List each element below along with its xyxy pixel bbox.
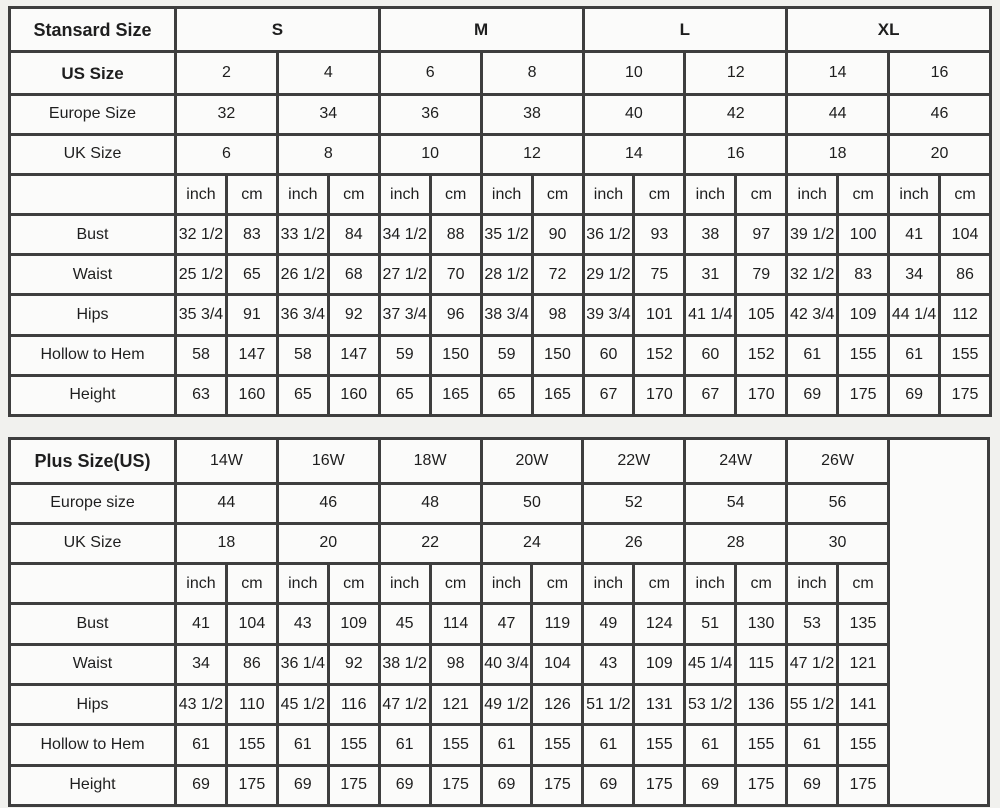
measure-value: 165	[532, 375, 583, 415]
measure-row-label: Waist	[10, 255, 176, 295]
measure-value: 58	[176, 335, 227, 375]
unit-header-inch: inch	[277, 564, 328, 604]
unit-header-cm: cm	[838, 174, 889, 214]
size-value: 48	[379, 483, 481, 523]
measure-value: 69	[481, 765, 532, 805]
measure-value: 38	[685, 215, 736, 255]
size-group-header: XL	[787, 8, 991, 52]
size-group-header: 18W	[379, 439, 481, 484]
unit-header-inch: inch	[583, 564, 634, 604]
measure-value: 43	[583, 644, 634, 684]
measure-value: 114	[430, 604, 481, 644]
unit-header-inch: inch	[889, 174, 940, 214]
measure-value: 147	[226, 335, 277, 375]
measure-value: 104	[940, 215, 991, 255]
measure-value: 110	[226, 685, 277, 725]
measure-value: 93	[634, 215, 685, 255]
measure-value: 68	[328, 255, 379, 295]
size-value: 20	[889, 134, 991, 174]
size-value: 54	[685, 483, 787, 523]
measure-value: 53 1/2	[685, 685, 736, 725]
measure-value: 96	[430, 295, 481, 335]
unit-header-inch: inch	[176, 564, 227, 604]
measure-value: 53	[787, 604, 838, 644]
unit-header-inch: inch	[787, 564, 838, 604]
unit-header-inch: inch	[379, 174, 430, 214]
measure-value: 88	[430, 215, 481, 255]
size-value: 46	[277, 483, 379, 523]
measure-value: 39 3/4	[583, 295, 634, 335]
size-value: 6	[379, 52, 481, 94]
measure-value: 34	[176, 644, 227, 684]
measure-value: 100	[838, 215, 889, 255]
size-value: 20	[277, 523, 379, 563]
measure-value: 38 3/4	[481, 295, 532, 335]
measure-value: 35 1/2	[481, 215, 532, 255]
measure-value: 65	[226, 255, 277, 295]
measure-value: 65	[277, 375, 328, 415]
measure-value: 84	[328, 215, 379, 255]
measure-value: 152	[736, 335, 787, 375]
size-value: 8	[481, 52, 583, 94]
unit-header-inch: inch	[685, 174, 736, 214]
measure-row-label: Hips	[10, 685, 176, 725]
unit-header-inch: inch	[787, 174, 838, 214]
measure-value: 135	[837, 604, 888, 644]
measure-value: 59	[379, 335, 430, 375]
measure-row-label: Hollow to Hem	[10, 725, 176, 765]
measure-value: 91	[226, 295, 277, 335]
size-value: 14	[583, 134, 685, 174]
measure-value: 45 1/4	[685, 644, 736, 684]
measure-value: 44 1/4	[889, 295, 940, 335]
size-value: 32	[176, 94, 278, 134]
measure-value: 130	[736, 604, 787, 644]
measure-value: 175	[328, 765, 379, 805]
measure-value: 40 3/4	[481, 644, 532, 684]
measure-value: 41 1/4	[685, 295, 736, 335]
measure-value: 31	[685, 255, 736, 295]
size-value: 12	[685, 52, 787, 94]
measure-value: 61	[176, 725, 227, 765]
measure-value: 51 1/2	[583, 685, 634, 725]
measure-value: 69	[277, 765, 328, 805]
measure-value: 104	[532, 644, 583, 684]
unit-header-inch: inch	[277, 174, 328, 214]
measure-value: 97	[736, 215, 787, 255]
measure-value: 101	[634, 295, 685, 335]
measure-value: 105	[736, 295, 787, 335]
measure-value: 175	[940, 375, 991, 415]
measure-value: 104	[226, 604, 277, 644]
size-value: 52	[583, 483, 685, 523]
measure-value: 61	[685, 725, 736, 765]
size-value: 24	[481, 523, 583, 563]
measure-value: 155	[430, 725, 481, 765]
standard-size-table	[8, 6, 992, 417]
measure-value: 92	[328, 295, 379, 335]
size-value: 10	[379, 134, 481, 174]
measure-value: 136	[736, 685, 787, 725]
size-value: 6	[176, 134, 278, 174]
unit-header-inch: inch	[481, 174, 532, 214]
measure-value: 75	[634, 255, 685, 295]
size-value: 26	[583, 523, 685, 563]
unit-header-cm: cm	[430, 564, 481, 604]
measure-value: 36 1/4	[277, 644, 328, 684]
measure-value: 61	[583, 725, 634, 765]
measure-value: 61	[787, 335, 838, 375]
size-value: 12	[481, 134, 583, 174]
size-group-header: 20W	[481, 439, 583, 484]
measure-value: 79	[736, 255, 787, 295]
measure-value: 59	[481, 335, 532, 375]
unit-header-cm: cm	[736, 174, 787, 214]
measure-value: 34	[889, 255, 940, 295]
unit-header-inch: inch	[176, 174, 227, 214]
measure-value: 155	[328, 725, 379, 765]
measure-value: 65	[379, 375, 430, 415]
unit-header-cm: cm	[226, 174, 277, 214]
measure-row-label: Bust	[10, 215, 176, 255]
measure-value: 109	[634, 644, 685, 684]
size-value: 38	[481, 94, 583, 134]
measure-row-label: Bust	[10, 604, 176, 644]
measure-value: 61	[481, 725, 532, 765]
measure-value: 92	[328, 644, 379, 684]
unit-row-blank-label	[10, 564, 176, 604]
size-value: 50	[481, 483, 583, 523]
measure-value: 90	[532, 215, 583, 255]
table-corner-label: Stansard Size	[10, 8, 176, 52]
size-value: 44	[176, 483, 278, 523]
unit-header-cm: cm	[226, 564, 277, 604]
blank-cell	[889, 439, 989, 806]
unit-header-cm: cm	[634, 174, 685, 214]
measure-value: 25 1/2	[176, 255, 227, 295]
unit-header-cm: cm	[328, 174, 379, 214]
measure-value: 155	[226, 725, 277, 765]
measure-value: 141	[837, 685, 888, 725]
plus-size-table	[8, 437, 990, 807]
measure-value: 69	[787, 765, 838, 805]
measure-value: 72	[532, 255, 583, 295]
size-value: 42	[685, 94, 787, 134]
measure-value: 67	[685, 375, 736, 415]
size-value: 30	[787, 523, 889, 563]
measure-value: 61	[277, 725, 328, 765]
measure-value: 26 1/2	[277, 255, 328, 295]
measure-value: 160	[226, 375, 277, 415]
unit-row-blank-label	[10, 174, 176, 214]
size-value: 4	[277, 52, 379, 94]
measure-value: 41	[889, 215, 940, 255]
measure-value: 36 1/2	[583, 215, 634, 255]
measure-value: 150	[532, 335, 583, 375]
measure-value: 109	[328, 604, 379, 644]
size-value: 14	[787, 52, 889, 94]
measure-value: 61	[379, 725, 430, 765]
measure-value: 47	[481, 604, 532, 644]
measure-value: 175	[736, 765, 787, 805]
size-value: 8	[277, 134, 379, 174]
size-value: 44	[787, 94, 889, 134]
size-group-header: 14W	[176, 439, 278, 484]
measure-value: 175	[837, 765, 888, 805]
measure-value: 28 1/2	[481, 255, 532, 295]
measure-value: 34 1/2	[379, 215, 430, 255]
size-group-header: S	[176, 8, 380, 52]
measure-value: 155	[837, 725, 888, 765]
unit-header-cm: cm	[328, 564, 379, 604]
size-group-header: 22W	[583, 439, 685, 484]
size-row-label: Europe size	[10, 483, 176, 523]
measure-value: 45	[379, 604, 430, 644]
measure-value: 45 1/2	[277, 685, 328, 725]
size-row-label: US Size	[10, 52, 176, 94]
measure-value: 175	[226, 765, 277, 805]
size-value: 36	[379, 94, 481, 134]
measure-value: 38 1/2	[379, 644, 430, 684]
unit-header-inch: inch	[481, 564, 532, 604]
measure-value: 55 1/2	[787, 685, 838, 725]
measure-value: 112	[940, 295, 991, 335]
measure-value: 69	[685, 765, 736, 805]
measure-value: 155	[940, 335, 991, 375]
measure-value: 32 1/2	[787, 255, 838, 295]
size-value: 56	[787, 483, 889, 523]
size-value: 18	[787, 134, 889, 174]
size-value: 40	[583, 94, 685, 134]
measure-value: 67	[583, 375, 634, 415]
unit-header-cm: cm	[837, 564, 888, 604]
size-group-header: 26W	[787, 439, 889, 484]
measure-value: 61	[889, 335, 940, 375]
measure-value: 126	[532, 685, 583, 725]
measure-value: 116	[328, 685, 379, 725]
measure-value: 152	[634, 335, 685, 375]
measure-value: 37 3/4	[379, 295, 430, 335]
size-row-label: Europe Size	[10, 94, 176, 134]
measure-value: 61	[787, 725, 838, 765]
measure-value: 155	[838, 335, 889, 375]
unit-header-cm: cm	[634, 564, 685, 604]
unit-header-cm: cm	[430, 174, 481, 214]
size-group-header: 16W	[277, 439, 379, 484]
measure-value: 131	[634, 685, 685, 725]
unit-header-inch: inch	[583, 174, 634, 214]
measure-row-label: Height	[10, 765, 176, 805]
measure-value: 150	[430, 335, 481, 375]
measure-value: 49	[583, 604, 634, 644]
measure-value: 86	[226, 644, 277, 684]
measure-value: 35 3/4	[176, 295, 227, 335]
measure-value: 36 3/4	[277, 295, 328, 335]
size-group-header: M	[379, 8, 583, 52]
measure-value: 170	[634, 375, 685, 415]
unit-header-inch: inch	[685, 564, 736, 604]
measure-value: 119	[532, 604, 583, 644]
measure-value: 29 1/2	[583, 255, 634, 295]
measure-value: 121	[837, 644, 888, 684]
measure-value: 155	[634, 725, 685, 765]
measure-value: 165	[430, 375, 481, 415]
measure-value: 43 1/2	[176, 685, 227, 725]
size-value: 22	[379, 523, 481, 563]
unit-header-cm: cm	[532, 174, 583, 214]
measure-value: 109	[838, 295, 889, 335]
measure-value: 60	[583, 335, 634, 375]
size-value: 10	[583, 52, 685, 94]
measure-value: 98	[532, 295, 583, 335]
measure-value: 69	[889, 375, 940, 415]
measure-row-label: Hollow to Hem	[10, 335, 176, 375]
unit-header-cm: cm	[940, 174, 991, 214]
measure-value: 69	[583, 765, 634, 805]
measure-value: 27 1/2	[379, 255, 430, 295]
measure-row-label: Height	[10, 375, 176, 415]
measure-value: 83	[226, 215, 277, 255]
measure-value: 70	[430, 255, 481, 295]
measure-value: 115	[736, 644, 787, 684]
size-row-label: UK Size	[10, 523, 176, 563]
size-value: 16	[685, 134, 787, 174]
measure-value: 175	[532, 765, 583, 805]
size-value: 16	[889, 52, 991, 94]
measure-row-label: Hips	[10, 295, 176, 335]
measure-value: 170	[736, 375, 787, 415]
measure-value: 155	[532, 725, 583, 765]
unit-header-inch: inch	[379, 564, 430, 604]
measure-value: 147	[328, 335, 379, 375]
measure-value: 49 1/2	[481, 685, 532, 725]
size-group-header: L	[583, 8, 787, 52]
measure-value: 160	[328, 375, 379, 415]
measure-value: 65	[481, 375, 532, 415]
measure-value: 69	[176, 765, 227, 805]
size-value: 34	[277, 94, 379, 134]
size-row-label: UK Size	[10, 134, 176, 174]
measure-value: 175	[838, 375, 889, 415]
measure-row-label: Waist	[10, 644, 176, 684]
measure-value: 32 1/2	[176, 215, 227, 255]
measure-value: 63	[176, 375, 227, 415]
measure-value: 60	[685, 335, 736, 375]
measure-value: 175	[634, 765, 685, 805]
measure-value: 58	[277, 335, 328, 375]
measure-value: 41	[176, 604, 227, 644]
measure-value: 47 1/2	[379, 685, 430, 725]
measure-value: 121	[430, 685, 481, 725]
size-value: 18	[176, 523, 278, 563]
table-corner-label: Plus Size(US)	[10, 439, 176, 484]
measure-value: 42 3/4	[787, 295, 838, 335]
measure-value: 98	[430, 644, 481, 684]
unit-header-cm: cm	[532, 564, 583, 604]
measure-value: 47 1/2	[787, 644, 838, 684]
size-value: 2	[176, 52, 278, 94]
measure-value: 124	[634, 604, 685, 644]
unit-header-cm: cm	[736, 564, 787, 604]
measure-value: 83	[838, 255, 889, 295]
measure-value: 69	[787, 375, 838, 415]
measure-value: 86	[940, 255, 991, 295]
size-group-header: 24W	[685, 439, 787, 484]
size-value: 28	[685, 523, 787, 563]
measure-value: 155	[736, 725, 787, 765]
measure-value: 175	[430, 765, 481, 805]
size-value: 46	[889, 94, 991, 134]
measure-value: 33 1/2	[277, 215, 328, 255]
measure-value: 51	[685, 604, 736, 644]
measure-value: 69	[379, 765, 430, 805]
measure-value: 39 1/2	[787, 215, 838, 255]
measure-value: 43	[277, 604, 328, 644]
